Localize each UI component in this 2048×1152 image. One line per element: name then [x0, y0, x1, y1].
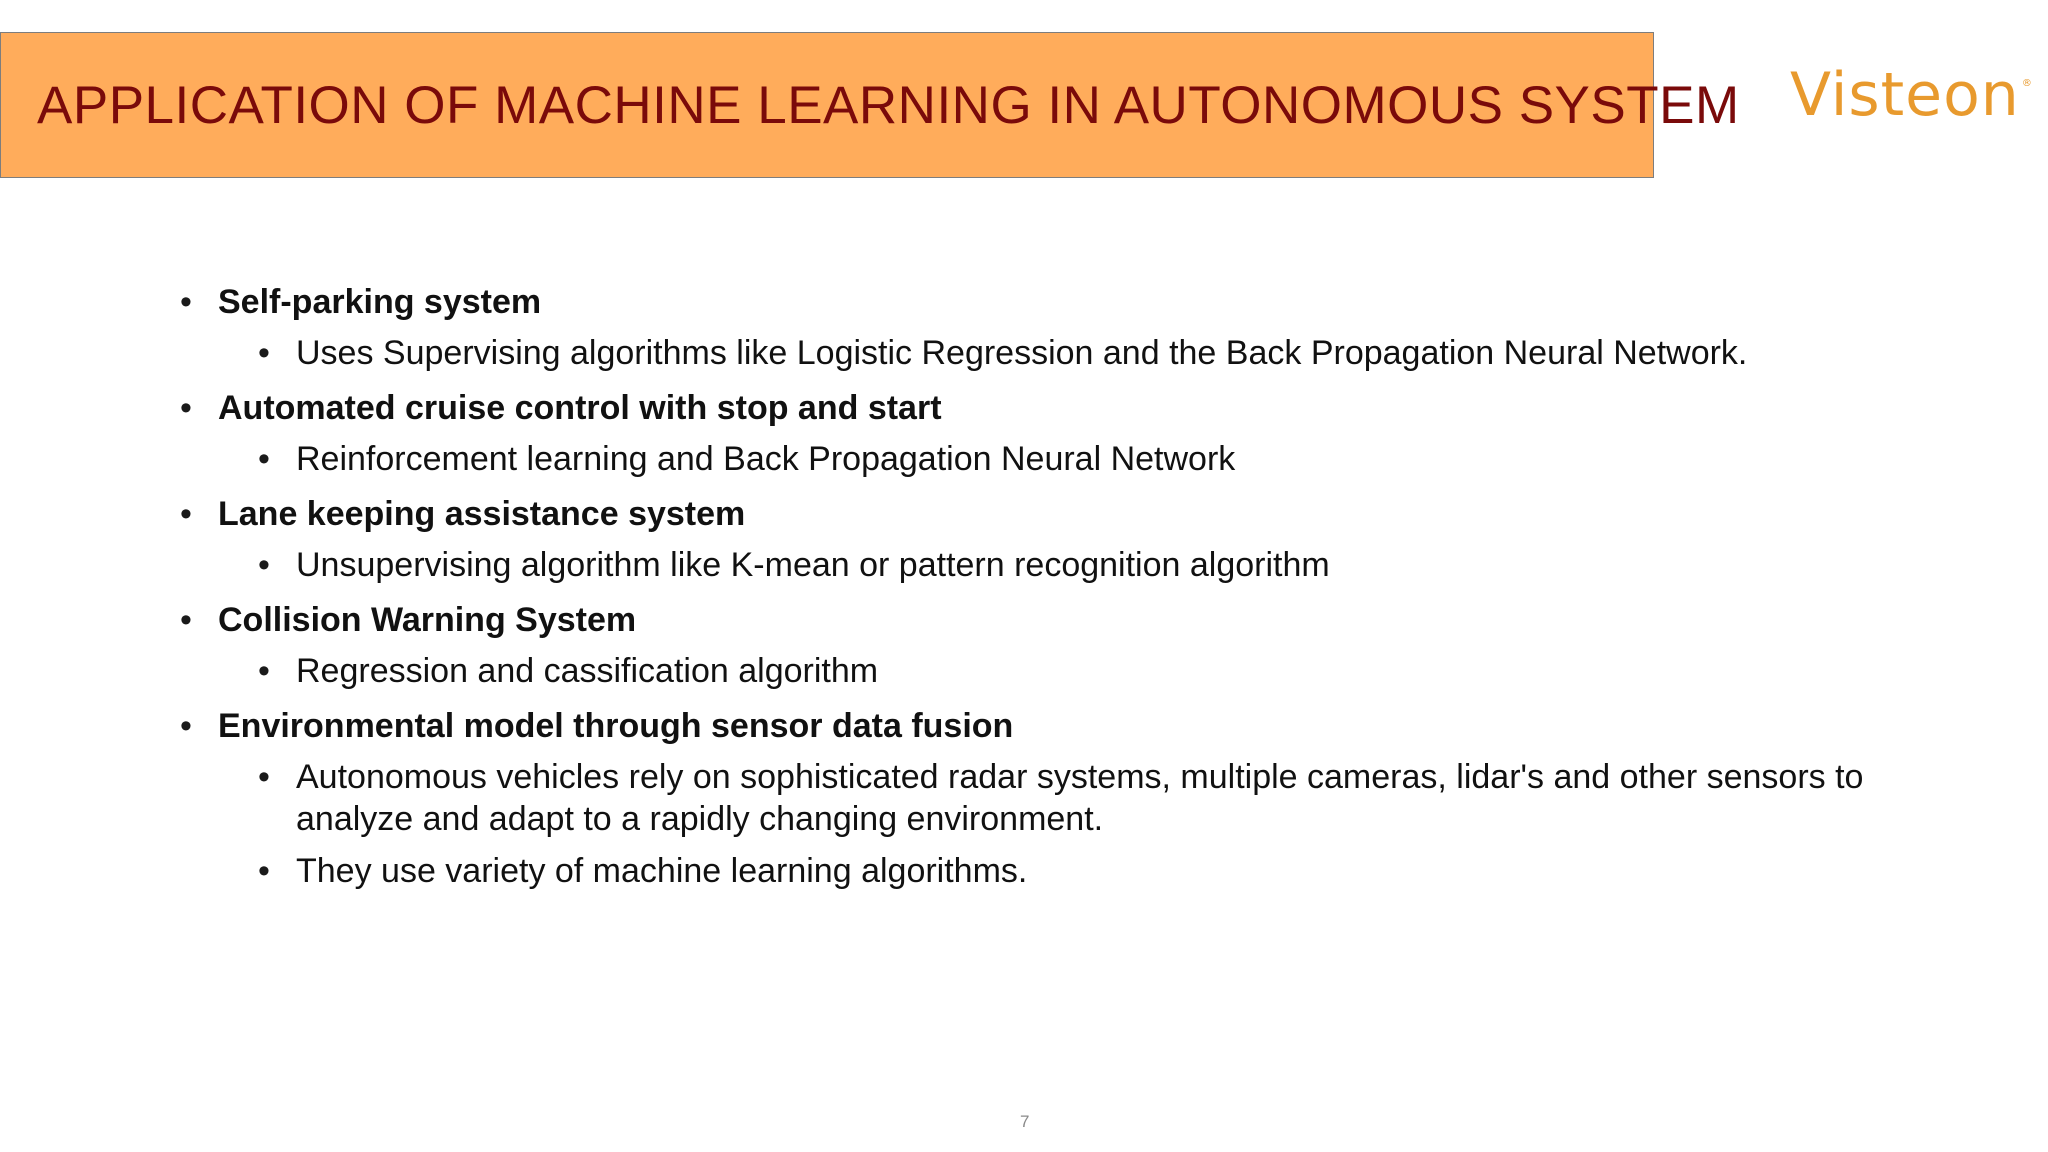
bullet-list — [180, 280, 1960, 892]
sub-list-item: • Autonomous vehicles rely on sophisticated radar systems, multiple cameras, lidar's and other sensors to analyze and adapt to a rapidly changing environment. — [258, 756, 1960, 840]
logo-text: Visteon — [1790, 60, 2020, 130]
bullet-heading: • Environmental model through sensor data fusion — [218, 707, 1014, 745]
page-number: 7 — [1020, 1112, 1030, 1131]
sub-bullet-list — [218, 544, 1960, 586]
sub-bullet-list — [218, 650, 1960, 692]
bullet-heading: • Collision Warning System — [218, 601, 637, 639]
list-item — [180, 386, 1960, 480]
sub-list-item: • Uses Supervising algorithms like Logistic Regression and the Back Propagation Neural Network. — [258, 332, 1960, 374]
slide-title: APPLICATION OF MACHINE LEARNING IN AUTONOMOUS SYSTEM — [37, 75, 1740, 135]
sub-bullet-list — [218, 438, 1960, 480]
list-item — [180, 704, 1960, 892]
sub-list-item: • Reinforcement learning and Back Propagation Neural Network — [258, 438, 1960, 480]
bullet-heading: • Lane keeping assistance system — [218, 495, 746, 533]
bullet-content — [180, 280, 1960, 904]
registered-mark: ® — [2021, 78, 2033, 89]
list-item — [180, 280, 1960, 374]
sub-bullet-list — [218, 332, 1960, 374]
sub-list-item: • They use variety of machine learning algorithms. — [258, 850, 1960, 892]
list-item — [180, 492, 1960, 586]
sub-bullet-list — [218, 756, 1960, 892]
sub-list-item: • Regression and cassification algorithm — [258, 650, 1960, 692]
bullet-heading: • Self-parking system — [218, 283, 542, 321]
sub-list-item: • Unsupervising algorithm like K-mean or pattern recognition algorithm — [258, 544, 1960, 586]
bullet-heading: • Automated cruise control with stop and start — [218, 389, 942, 427]
title-banner — [0, 32, 1740, 178]
list-item — [180, 598, 1960, 692]
visteon-logo — [1790, 60, 2033, 130]
